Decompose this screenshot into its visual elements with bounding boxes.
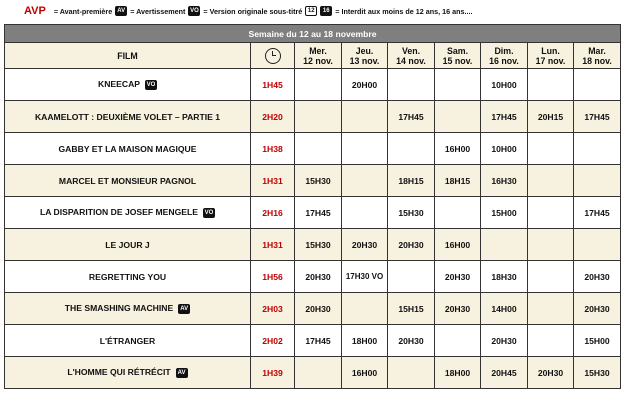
showtime-cell	[342, 197, 388, 229]
showtime-cell	[528, 197, 574, 229]
showtime-cell: 18H15	[435, 165, 481, 197]
showtime-cell	[295, 133, 342, 165]
showtime-cell	[528, 293, 574, 325]
film-title-cell	[5, 197, 251, 229]
week-title: Semaine du 12 au 18 novembre	[5, 25, 621, 43]
showtime-cell: 15H00	[574, 325, 621, 357]
film-row	[5, 197, 621, 229]
showtime-cell	[528, 261, 574, 293]
showtime-cell: 16H00	[435, 133, 481, 165]
film-title-cell	[5, 293, 251, 325]
day-header	[481, 43, 528, 69]
film-title-cell	[5, 69, 251, 101]
film-row	[5, 165, 621, 197]
duration-cell: 2H16	[251, 197, 295, 229]
showtime-cell: 20H30	[295, 261, 342, 293]
showtime-cell	[342, 165, 388, 197]
showtime-cell: 20H30	[574, 293, 621, 325]
film-title: GABBY ET LA MAISON MAGIQUE	[58, 143, 197, 154]
av-badge-icon: AV	[176, 368, 188, 378]
day-name: Ven.	[401, 45, 421, 56]
day-name: Dim.	[494, 45, 514, 56]
showtime-cell: 10H00	[481, 133, 528, 165]
showtime-cell: 17H30 VO	[342, 261, 388, 293]
day-date: 17 nov.	[535, 55, 566, 66]
day-header	[574, 43, 621, 69]
showtime-cell: 17H45	[481, 101, 528, 133]
showtime-cell: 10H00	[481, 69, 528, 101]
age-16-icon: 16	[320, 6, 332, 16]
showtime-cell: 16H00	[342, 357, 388, 389]
showtime-cell: 16H00	[435, 229, 481, 261]
duration-cell: 2H02	[251, 325, 295, 357]
showtime-cell: 18H30	[481, 261, 528, 293]
film-title: LA DISPARITION DE JOSEF MENGELE	[39, 207, 199, 218]
showtime-cell: 15H00	[481, 197, 528, 229]
showtime-cell	[388, 357, 435, 389]
film-row	[5, 325, 621, 357]
day-date: 16 nov.	[489, 55, 519, 66]
film-row	[5, 229, 621, 261]
clock-icon	[265, 48, 281, 64]
day-name: Mar.	[588, 45, 606, 56]
showtime-cell	[435, 197, 481, 229]
day-name: Jeu.	[355, 45, 374, 56]
showtime-cell: 17H45	[295, 197, 342, 229]
showtime-cell	[295, 357, 342, 389]
showtime-cell	[574, 229, 621, 261]
film-title-cell	[5, 133, 251, 165]
showtime-cell	[528, 229, 574, 261]
showtime-cell	[435, 69, 481, 101]
day-name: Mer.	[309, 45, 327, 56]
showtime-cell: 16H30	[481, 165, 528, 197]
film-title: KAAMELOTT : DEUXIÈME VOLET – PARTIE 1	[34, 111, 221, 122]
duration-cell: 1H31	[251, 165, 295, 197]
age-text: = Interdit aux moins de 12 ans, 16 ans....	[335, 6, 473, 16]
film-row	[5, 101, 621, 133]
film-column-header: FILM	[5, 43, 251, 69]
showtime-cell: 18H15	[388, 165, 435, 197]
showtime-cell: 15H30	[295, 229, 342, 261]
showtime-cell: 14H00	[481, 293, 528, 325]
film-title-cell	[5, 101, 251, 133]
duration-cell: 2H20	[251, 101, 295, 133]
film-row	[5, 69, 621, 101]
age-12-icon: 12	[305, 6, 317, 16]
showtime-cell: 20H30	[388, 325, 435, 357]
day-name: Sam.	[446, 45, 469, 56]
showtime-cell	[388, 261, 435, 293]
vo-badge-icon: VO	[190, 8, 199, 14]
vo-badge-icon: VO	[204, 209, 214, 216]
duration-cell: 1H56	[251, 261, 295, 293]
showtime-cell: 15H15	[388, 293, 435, 325]
showtime-cell: 20H00	[342, 69, 388, 101]
film-title: THE SMASHING MACHINE	[64, 303, 174, 314]
showtime-cell: 20H30	[481, 325, 528, 357]
showtime-cell: 20H30	[574, 261, 621, 293]
showtime-cell: 17H45	[574, 101, 621, 133]
showtime-cell	[342, 133, 388, 165]
showtime-cell: 15H30	[295, 165, 342, 197]
showtime-cell	[528, 69, 574, 101]
showtime-cell	[574, 133, 621, 165]
avp-text: = Avant-première	[53, 6, 113, 16]
av-text: = Avertissement	[130, 6, 186, 16]
duration-cell: 1H39	[251, 357, 295, 389]
film-row	[5, 133, 621, 165]
day-name: Lun.	[541, 45, 560, 56]
vo-text: = Version originale sous-titré	[203, 6, 303, 16]
duration-column-header	[251, 43, 295, 69]
showtime-cell: 20H30	[528, 357, 574, 389]
showtime-cell: 20H45	[481, 357, 528, 389]
av-badge-icon: AV	[115, 6, 127, 16]
day-header	[342, 43, 388, 69]
showtime-cell: 17H45	[295, 325, 342, 357]
showtime-cell: 20H30	[388, 229, 435, 261]
showtime-cell: 20H30	[342, 229, 388, 261]
film-title-cell	[5, 165, 251, 197]
showtime-cell	[481, 229, 528, 261]
film-title: MARCEL ET MONSIEUR PAGNOL	[58, 175, 197, 186]
legend-bar	[4, 2, 620, 20]
film-title: L'HOMME QUI RÉTRÉCIT	[67, 367, 171, 378]
film-title: REGRETTING YOU	[88, 271, 167, 282]
showtime-cell: 20H30	[295, 293, 342, 325]
day-header	[295, 43, 342, 69]
showtime-cell	[342, 101, 388, 133]
day-date: 15 nov.	[442, 55, 473, 66]
showtime-cell	[388, 133, 435, 165]
film-row	[5, 293, 621, 325]
showtime-cell: 15H30	[388, 197, 435, 229]
showtime-cell: 20H30	[435, 293, 481, 325]
schedule-table	[4, 24, 621, 389]
showtime-cell	[295, 101, 342, 133]
film-row	[5, 261, 621, 293]
showtime-cell	[528, 165, 574, 197]
showtime-cell	[295, 69, 342, 101]
film-row	[5, 357, 621, 389]
showtime-cell	[342, 293, 388, 325]
showtime-cell	[435, 325, 481, 357]
showtime-cell: 17H45	[388, 101, 435, 133]
film-title-cell	[5, 325, 251, 357]
day-header	[435, 43, 481, 69]
showtime-cell: 20H15	[528, 101, 574, 133]
film-title-cell	[5, 261, 251, 293]
duration-cell: 2H03	[251, 293, 295, 325]
film-title-cell	[5, 357, 251, 389]
showtime-cell: 18H00	[342, 325, 388, 357]
avp-label: AVP	[24, 5, 46, 17]
day-date: 14 nov.	[396, 55, 426, 66]
film-title: LE JOUR J	[105, 239, 150, 250]
showtime-cell	[435, 101, 481, 133]
showtime-cell: 20H30	[435, 261, 481, 293]
av-badge-icon: AV	[178, 304, 190, 314]
showtime-cell: 17H45	[574, 197, 621, 229]
day-header	[528, 43, 574, 69]
duration-cell: 1H38	[251, 133, 295, 165]
showtime-cell	[528, 133, 574, 165]
film-title: L'ÉTRANGER	[99, 335, 156, 346]
showtime-cell	[574, 165, 621, 197]
vo-badge-icon: VO	[146, 81, 156, 88]
film-title-cell	[5, 229, 251, 261]
film-title: KNEECAP	[97, 79, 141, 90]
showtime-cell	[574, 69, 621, 101]
showtime-cell: 15H30	[574, 357, 621, 389]
day-date: 18 nov.	[582, 55, 612, 66]
duration-cell: 1H45	[251, 69, 295, 101]
showtime-cell	[388, 69, 435, 101]
day-date: 12 nov.	[303, 55, 333, 66]
showtime-cell: 18H00	[435, 357, 481, 389]
day-header	[388, 43, 435, 69]
day-date: 13 nov.	[349, 55, 380, 66]
showtime-cell	[528, 325, 574, 357]
duration-cell: 1H31	[251, 229, 295, 261]
